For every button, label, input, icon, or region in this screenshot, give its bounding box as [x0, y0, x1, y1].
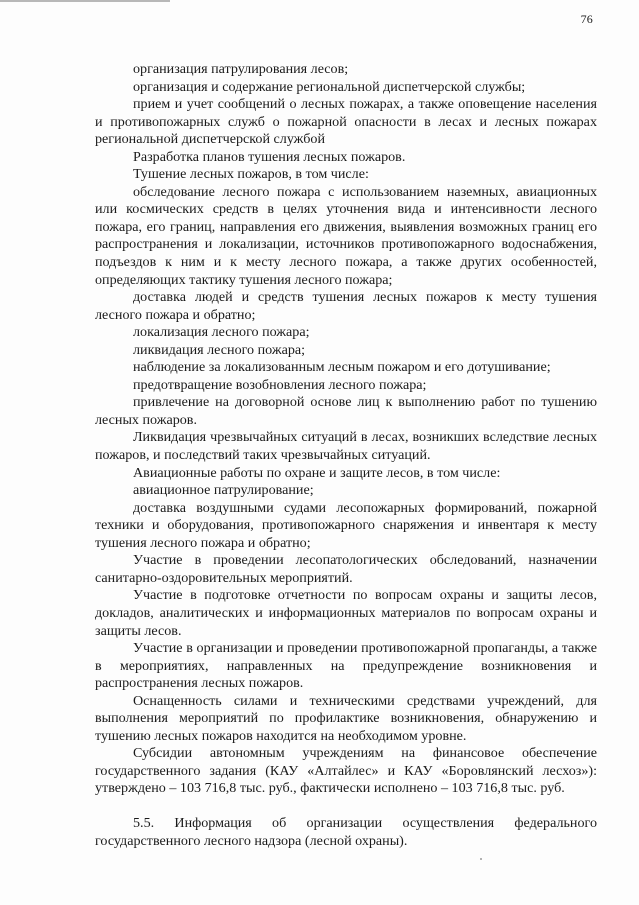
- scan-speck: [480, 858, 482, 860]
- paragraph: наблюдение за локализованным лесным пожаром и его дотушивание;: [133, 359, 551, 376]
- paragraph: доставка людей и средств тушения лесных пожаров к месту тушения лесного пожара и обратно;: [95, 289, 597, 323]
- paragraph: Тушение лесных пожаров, в том числе:: [133, 166, 369, 183]
- page-number: 76: [580, 12, 593, 26]
- paragraph: Участие в подготовке отчетности по вопросам охраны и защиты лесов, докладов, аналитических и информационных материалов по вопросам охраны и защиты лесов.: [95, 587, 597, 639]
- paragraph: организация и содержание региональной диспетчерской службы;: [133, 78, 526, 95]
- paragraph: локализация лесного пожара;: [133, 324, 310, 341]
- paragraph: Разработка планов тушения лесных пожаров.: [133, 148, 406, 165]
- paragraph: прием и учет сообщений о лесных пожарах, а также оповещение населения и противопожарных служб о пожарной опасности в лесах и лесных пожарах региональной диспетчерской службой: [95, 96, 597, 148]
- paragraph: Оснащенность силами и техническими средствами учреждений, для выполнения мероприятий по профилактике возникновения, обнаружению и тушению лесных пожаров находится на необходимом уровне.: [95, 692, 597, 744]
- paragraph: привлечение на договорной основе лиц к выполнению работ по тушению лесных пожаров.: [95, 394, 597, 428]
- scan-edge-line: [0, 0, 170, 2]
- paragraph: авиационное патрулирование;: [133, 482, 314, 499]
- paragraph: организация патрулирования лесов;: [133, 61, 349, 77]
- section-heading: 5.5. Информация об организации осуществления федерального государственного лесного надзора (лесной охраны).: [95, 814, 597, 849]
- paragraph: Ликвидация чрезвычайных ситуаций в лесах, возникших вследствие лесных пожаров, и последствий таких чрезвычайных ситуаций.: [95, 429, 597, 464]
- paragraph: Авиационные работы по охране и защите лесов, в том числе:: [133, 464, 501, 481]
- paragraph: Участие в проведении лесопатологических обследований, назначении санитарно-оздоровительных мероприятий.: [95, 552, 597, 586]
- paragraph: Субсидии автономным учреждениям на финансовое обеспечение государственного задания (КАУ «Алтайлес» и КАУ «Боровлянский лесхоз»): утверждено – 103 716,8 тыс. руб., фактически исполнено – 103 716,8 тыс. руб.: [95, 745, 597, 797]
- paragraph: обследование лесного пожара с использованием наземных, авиационных или космических средств в целях уточнения вида и интенсивности лесного пожара, его границ, направления его движения, выявления возможных границ его распространения и локализации, источников противопожарного водоснабжения, подъездов к ним и к месту лесного пожара, а также других особенностей, определяющих тактику тушения лесного пожара;: [95, 183, 597, 288]
- paragraph: ликвидация лесного пожара;: [133, 341, 306, 358]
- body-text: [95, 61, 597, 850]
- paragraph: доставка воздушными судами лесопожарных формирований, пожарной техники и оборудования, противопожарного снаряжения и инвентаря к месту тушения лесного пожара и обратно;: [95, 499, 597, 551]
- paragraph: предотвращение возобновления лесного пожара;: [133, 376, 427, 393]
- paragraph: Участие в организации и проведении противопожарной пропаганды, а также в мероприятиях, направленных на предупреждение возникновения и распространения лесных пожаров.: [95, 640, 597, 692]
